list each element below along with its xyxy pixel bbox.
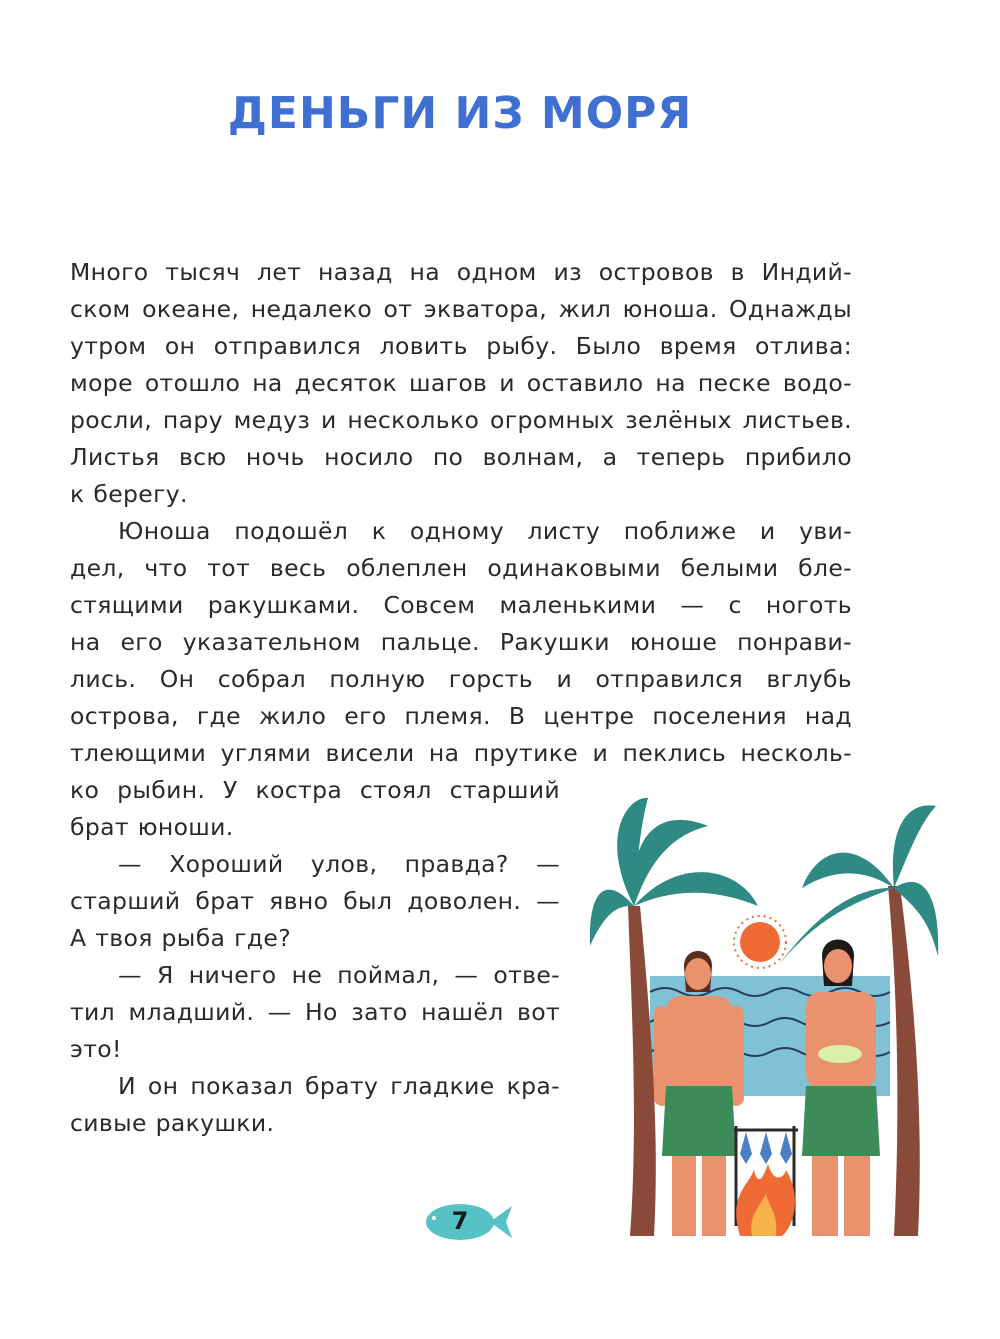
text-line: Листья всю ночь носило по волнам, а теперь прибило bbox=[70, 443, 852, 471]
text-line: дел, что тот весь облеплен одинаковыми белыми бле- bbox=[70, 554, 852, 582]
text-line: А твоя рыба где? bbox=[70, 924, 292, 952]
text-line: острова, где жило его племя. В центре поселения над bbox=[70, 702, 852, 730]
campfire-with-fish bbox=[734, 1126, 798, 1236]
text-line: Много тысяч лет назад на одном из островов в Индий- bbox=[70, 258, 852, 286]
text-line: лись. Он собрал полную горсть и отправился вглубь bbox=[70, 665, 852, 693]
text-line: тил младший. — Но зато нашёл вот bbox=[70, 998, 560, 1026]
narrow-column bbox=[70, 772, 560, 1142]
text-line: к берегу. bbox=[70, 480, 188, 508]
text-line: — Я ничего не поймал, — отве- bbox=[118, 961, 560, 989]
text-line: росли, пару медуз и несколько огромных зелёных листьев. bbox=[70, 406, 852, 434]
text-line: — Хороший улов, правда? — bbox=[118, 850, 560, 878]
sun-icon bbox=[734, 916, 786, 968]
text-line: утром он отправился ловить рыбу. Было время отлива: bbox=[70, 332, 852, 360]
text-line: на его указательном пальце. Ракушки юноше понрави- bbox=[70, 628, 852, 656]
text-line: И он показал брату гладкие кра- bbox=[118, 1072, 560, 1100]
text-line: Юноша подошёл к одному листу поближе и уви- bbox=[118, 517, 852, 545]
text-line: тлеющими углями висели на прутике и пеклись несколь- bbox=[70, 739, 852, 767]
text-line: брат юноши. bbox=[70, 813, 234, 841]
text-line: море отошло на десяток шагов и оставило на песке водо- bbox=[70, 369, 852, 397]
text-line: сивые ракушки. bbox=[70, 1109, 275, 1137]
text-line: это! bbox=[70, 1035, 122, 1063]
page-number: 7 bbox=[451, 1207, 469, 1235]
text-line: старший брат явно был доволен. — bbox=[70, 887, 560, 915]
palm-people-fire-illustration bbox=[588, 796, 940, 1248]
page-title: ДЕНЬГИ ИЗ МОРЯ bbox=[227, 88, 693, 139]
text-line: ском океане, недалеко от экватора, жил юноша. Однажды bbox=[70, 295, 852, 323]
text-line: ко рыбин. У костра стоял старший bbox=[70, 776, 560, 804]
text-line: стящими ракушками. Совсем маленькими — с ноготь bbox=[70, 591, 852, 619]
